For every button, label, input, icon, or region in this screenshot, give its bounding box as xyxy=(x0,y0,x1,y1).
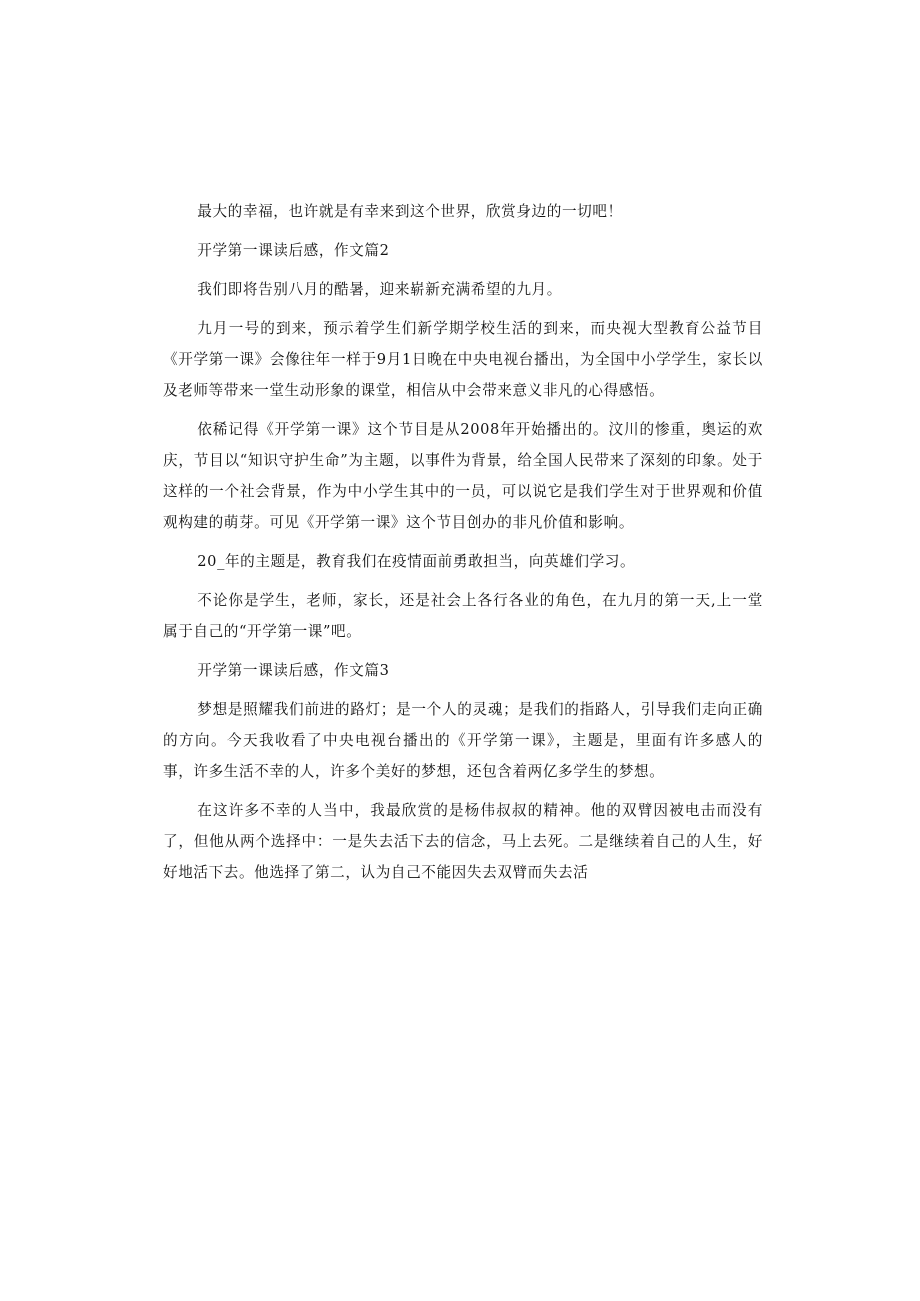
document-body xyxy=(163,196,763,896)
section-heading-2: 开学第一课读后感，作文篇2 xyxy=(197,242,390,259)
paragraph-6: 20_年的主题是，教育我们在疫情面前勇敢担当，向英雄们学习。 xyxy=(197,553,636,570)
paragraph-3: 我们即将告别八月的酷暑，迎来崭新充满希望的九月。 xyxy=(197,281,562,298)
paragraph-9: 梦想是照耀我们前进的路灯；是一个人的灵魂；是我们的指路人，引导我们走向正确的方向。今天我收看了中央电视台播出的《开学第一课》，主题是，里面有许多感人的事，许多生活不幸的人，许多个美好的梦想，还包含着两亿多学生的梦想。 xyxy=(163,701,763,780)
paragraph-5: 依稀记得《开学第一课》这个节目是从2008年开始播出的。汶川的惨重，奥运的欢庆，节目以“知识守护生命”为主题，以事件为背景，给全国人民带来了深刻的印象。处于这样的一个社会背景，作为中小学生其中的一员，可以说它是我们学生对于世界观和价值观构建的萌芽。可见《开学第一课》这个节目创办的非凡价值和影响。 xyxy=(163,421,763,531)
paragraph-10: 在这许多不幸的人当中，我最欣赏的是杨伟叔叔的精神。他的双臂因被电击而没有了，但他从两个选择中：一是失去活下去的信念，马上去死。二是继续着自己的人生，好好地活下去。他选择了第二，认为自己不能因失去双臂而失去活 xyxy=(163,802,763,881)
paragraph-7: 不论你是学生，老师，家长，还是社会上各行各业的角色，在九月的第一天,上一堂属于自己的“开学第一课”吧。 xyxy=(163,592,763,640)
paragraph-4: 九月一号的到来，预示着学生们新学期学校生活的到来，而央视大型教育公益节目《开学第一课》会像往年一样于9月1日晚在中央电视台播出，为全国中小学学生，家长以及老师等带来一堂生动形象的课堂，相信从中会带来意义非凡的心得感悟。 xyxy=(163,320,763,399)
section-heading-3: 开学第一课读后感，作文篇3 xyxy=(197,662,390,679)
paragraph-1: 最大的幸福，也许就是有幸来到这个世界，欣赏身边的一切吧！ xyxy=(197,203,623,220)
